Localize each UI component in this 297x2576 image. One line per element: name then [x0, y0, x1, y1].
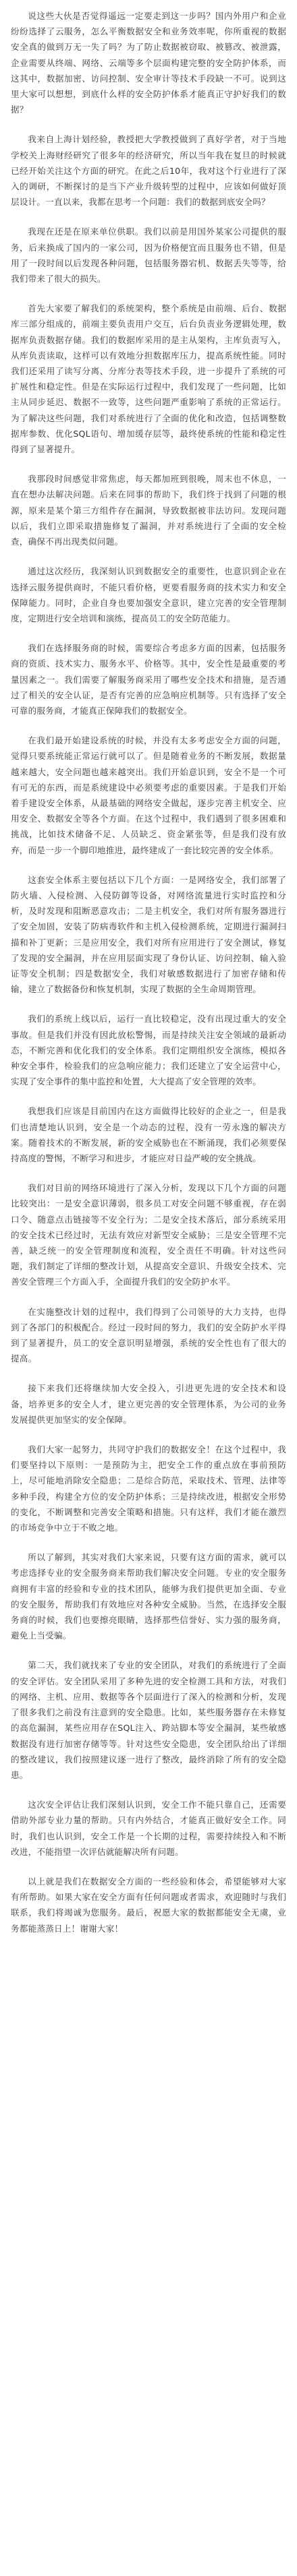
article-paragraph: 我们对目前的网络环境进行了深入分析，发现以下几个方面的问题比较突出：一是安全意识薄弱，很多员工对安全问题不够重视，存在弱口令、随意点击链接等不安全行为；二是安全技术落后，部分系统采用的安全技术已经过时，无法有效应对新型安全威胁；三是安全管理不完善，缺乏统一的安全管理制度和流程，安全责任不明确。针对这些问题，我们制定了详细的整改计划，从提高安全意识、升级安全技术、完善安全管理三个方面入手，全面提升我们的安全防护水平。	[11, 1183, 286, 1287]
article-paragraph: 我们的系统上线以后，运行一直比较稳定，没有出现过重大的安全事故。但是我们并没有因此放松警惕，而是持续关注安全领域的最新动态，不断完善和优化我们的安全体系。我们定期组织安全演练，模拟各种安全事件，检验我们的应急响应能力；我们还建立了安全运营中心，实现了安全事件的集中监控和处置，大大提高了安全管理的效率。	[11, 1014, 286, 1087]
article-paragraph: 通过这次经历，我深刻认识到数据安全的重要性，也意识到企业在选择云服务提供商时，不能只看价格，更要看服务商的技术实力和安全保障能力。同时，企业自身也要加强安全意识，建立完善的安全管理制度，定期进行安全培训和演练，提高员工的安全防范能力。	[11, 566, 286, 623]
article-paragraph: 首先大家要了解我们的系统架构，整个系统是由前端、后台、数据库三部分组成的，前端主要负责用户交互，后台负责业务逻辑处理，数据库负责数据存储。我们的数据库采用的是主从架构，主库负责写入，从库负责读取，这样可以有效地分担数据库压力，提高系统性能。同时我们还采用了读写分离、分库分表等技术手段，进一步提升了系统的可扩展性和稳定性。但是在实际运行过程中，我们发现了一些问题，比如主从同步延迟、数据不一致等，这些问题严重影响了系统的正常运行。为了解决这些问题，我们对系统进行了全面的优化和改造，包括调整数据库参数、优化SQL语句、增加缓存层等，最终使系统的性能和稳定性得到了显著提升。	[11, 303, 286, 455]
article-paragraph: 在我们最开始建设系统的时候，并没有太多考虑安全方面的问题，觉得只要系统能正常运行就可以了。但是随着业务的不断发展，数据量越来越大，安全问题也越来越突出。我们开始意识到，安全不是一个可有可无的东西，而是系统建设中必须要考虑的重要因素。于是我们开始着手建设安全体系，从最基础的网络安全做起，逐步完善主机安全、应用安全、数据安全等各个方面。在这个过程中，我们遇到了很多困难和挑战，比如技术储备不足、人员缺乏、资金紧张等，但是我们没有放弃，而是一步一个脚印地推进，最终建成了一套比较完善的安全体系。	[11, 735, 286, 855]
article-paragraph: 这套安全体系主要包括以下几个方面：一是网络安全，我们部署了防火墙、入侵检测、入侵防御等设备，对网络流量进行实时监控和分析，及时发现和阻断恶意攻击；二是主机安全，我们对所有服务器进行了安全加固，安装了防病毒软件和主机入侵检测系统，定期进行漏洞扫描和补丁更新；三是应用安全，我们对所有应用进行了安全测试，修复了发现的安全漏洞，并在应用层面实现了身份认证、访问控制、输入验证等安全机制；四是数据安全，我们对敏感数据进行了加密存储和传输，建立了数据备份和恢复机制，实现了数据的全生命周期管理。	[11, 874, 286, 995]
article-paragraph: 接下来我们还将继续加大安全投入，引进更先进的安全技术和设备，培养更多的安全人才，建立更完善的安全管理体系，为公司的业务发展提供更加坚实的安全保障。	[11, 1383, 286, 1425]
article-paragraph: 我来自上海计划经验，教授把大学教授做到了真好学者，对于当地学校关上海财经研究了很多年的经济研究，所以当年我在复旦的时候就已经开始关注这个方面的研究。在此之后10年，我对这个行业进行了深入的调研，不断探讨的是当下产业升级转型的过程中，应该如何做好顶层设计。一直以来，我都在思考一个问题：我们的数据到底安全吗？	[11, 134, 286, 208]
article-paragraph: 我想我们应该是目前国内在这方面做得比较好的企业之一，但是我们也清楚地认识到，安全是一个动态的过程，没有一劳永逸的解决方案。随着技术的不断发展，新的安全威胁也在不断涌现，我们必须要保持高度的警惕，不断学习和进步，才能应对日益严峻的安全挑战。	[11, 1106, 286, 1163]
article-paragraph: 我们大家一起努力，共同守护我们的数据安全！在这个过程中，我们要坚持以下原则：一是预防为主，把安全工作的重点放在事前预防上，尽可能地消除安全隐患；二是综合防范，采取技术、管理、法律等多种手段，构建全方位的安全防护体系；三是持续改进，根据安全形势的变化，不断调整和完善安全策略和措施。只有这样，我们才能在激烈的市场竞争中立于不败之地。	[11, 1444, 286, 1533]
article-paragraph: 这次安全评估让我们深刻认识到，安全工作不能只靠自己，还需要借助外部专业力量的帮助。只有内外结合，才能真正做好安全工作。同时，我们也认识到，安全工作是一个长期的过程，需要持续投入和不断改进，不能指望一次评估就能解决所有问题。	[11, 1800, 286, 1857]
article-paragraph: 我那段时间感觉非常焦虑，每天都加班到很晚，周末也不休息，一直在想办法解决问题。后来在同事的帮助下，我们终于找到了问题的根源，原来是某个第三方组件存在漏洞，导致数据被非法访问。发现问题以后，我们立即采取措施修复了漏洞，并对系统进行了全面的安全检查，确保不再出现类似问题。	[11, 474, 286, 547]
article-paragraph: 以上就是我们在数据安全方面的一些经验和体会，希望能够对大家有所帮助。如果大家在安全方面有任何问题或者需求，欢迎随时与我们联系，我们将竭诚为您服务。最后，祝愿大家的数据都能安全无虞，业务都能蒸蒸日上！谢谢大家！	[11, 1876, 286, 1934]
article-paragraph: 我们在选择服务商的时候，需要综合考虑多方面的因素，包括服务商的资质、技术实力、服务水平、价格等。其中，安全性是最重要的考量因素之一。我们需要了解服务商采用了哪些安全技术和措施，是否通过了相关的安全认证，是否有完善的应急响应机制等。只有选择了安全可靠的服务商，才能真正保障我们的数据安全。	[11, 643, 286, 716]
article-paragraph: 所以了解到，其实对我们大家来说，只要有这方面的需求，就可以考虑选择专业的安全服务商来帮助我们解决安全问题。专业的安全服务商拥有丰富的经验和专业的技术团队，能够为我们提供更加全面、专业的安全服务，帮助我们有效地应对各种安全威胁。当然，在选择安全服务商的时候，我们也要擦亮眼睛，选择那些信誉好、实力强的服务商，避免上当受骗。	[11, 1552, 286, 1641]
article-paragraph: 第二天，我们就找来了专业的安全团队，对我们的系统进行了全面的安全评估。安全团队采用了多种先进的安全检测工具和方法，对我们的网络、主机、应用、数据等各个层面进行了深入的检测和分析，发现了很多我们之前没有注意到的安全隐患。比如，某些服务器存在未修复的高危漏洞，某些应用存在SQL注入、跨站脚本等安全漏洞，某些敏感数据没有进行加密存储等等。针对这些安全隐患，安全团队给出了详细的整改建议，我们按照建议逐一进行了整改，最终消除了所有的安全隐患。	[11, 1660, 286, 1780]
article-paragraph: 我现在还是在原来单位供职。我们以前是用国外某家公司提供的服务，后来换成了国内的一家公司，因为价格便宜而且服务也不错，但是用了一段时间以后发现各种问题，包括服务器宕机、数据丢失等等，给我们带来了很大的损失。	[11, 226, 286, 284]
article-paragraph: 说这些大伙是否觉得遥远一定要走到这一步吗？国内外用户和企业纷纷选择了云服务，怎么平衡数据安全和业务效率呢，你所重视的数据安全真的做到万无一失了吗？为了防止数据被窃取、被篡改、被泄露，企业需要从终端、网络、云端等多个层面构建完整的安全防护体系，而这其中，数据加密、访问控制、安全审计等技术手段缺一不可。说到这里大家可以想想，到底什么样的安全防护体系才能真正守护好我们的数据？	[11, 11, 286, 115]
article-paragraph: 在实施整改计划的过程中，我们得到了公司领导的大力支持，也得到了各部门的积极配合。经过一段时间的努力，我们的安全防护水平得到了显著提升，员工的安全意识明显增强，系统的安全性也有了很大的提高。	[11, 1306, 286, 1364]
